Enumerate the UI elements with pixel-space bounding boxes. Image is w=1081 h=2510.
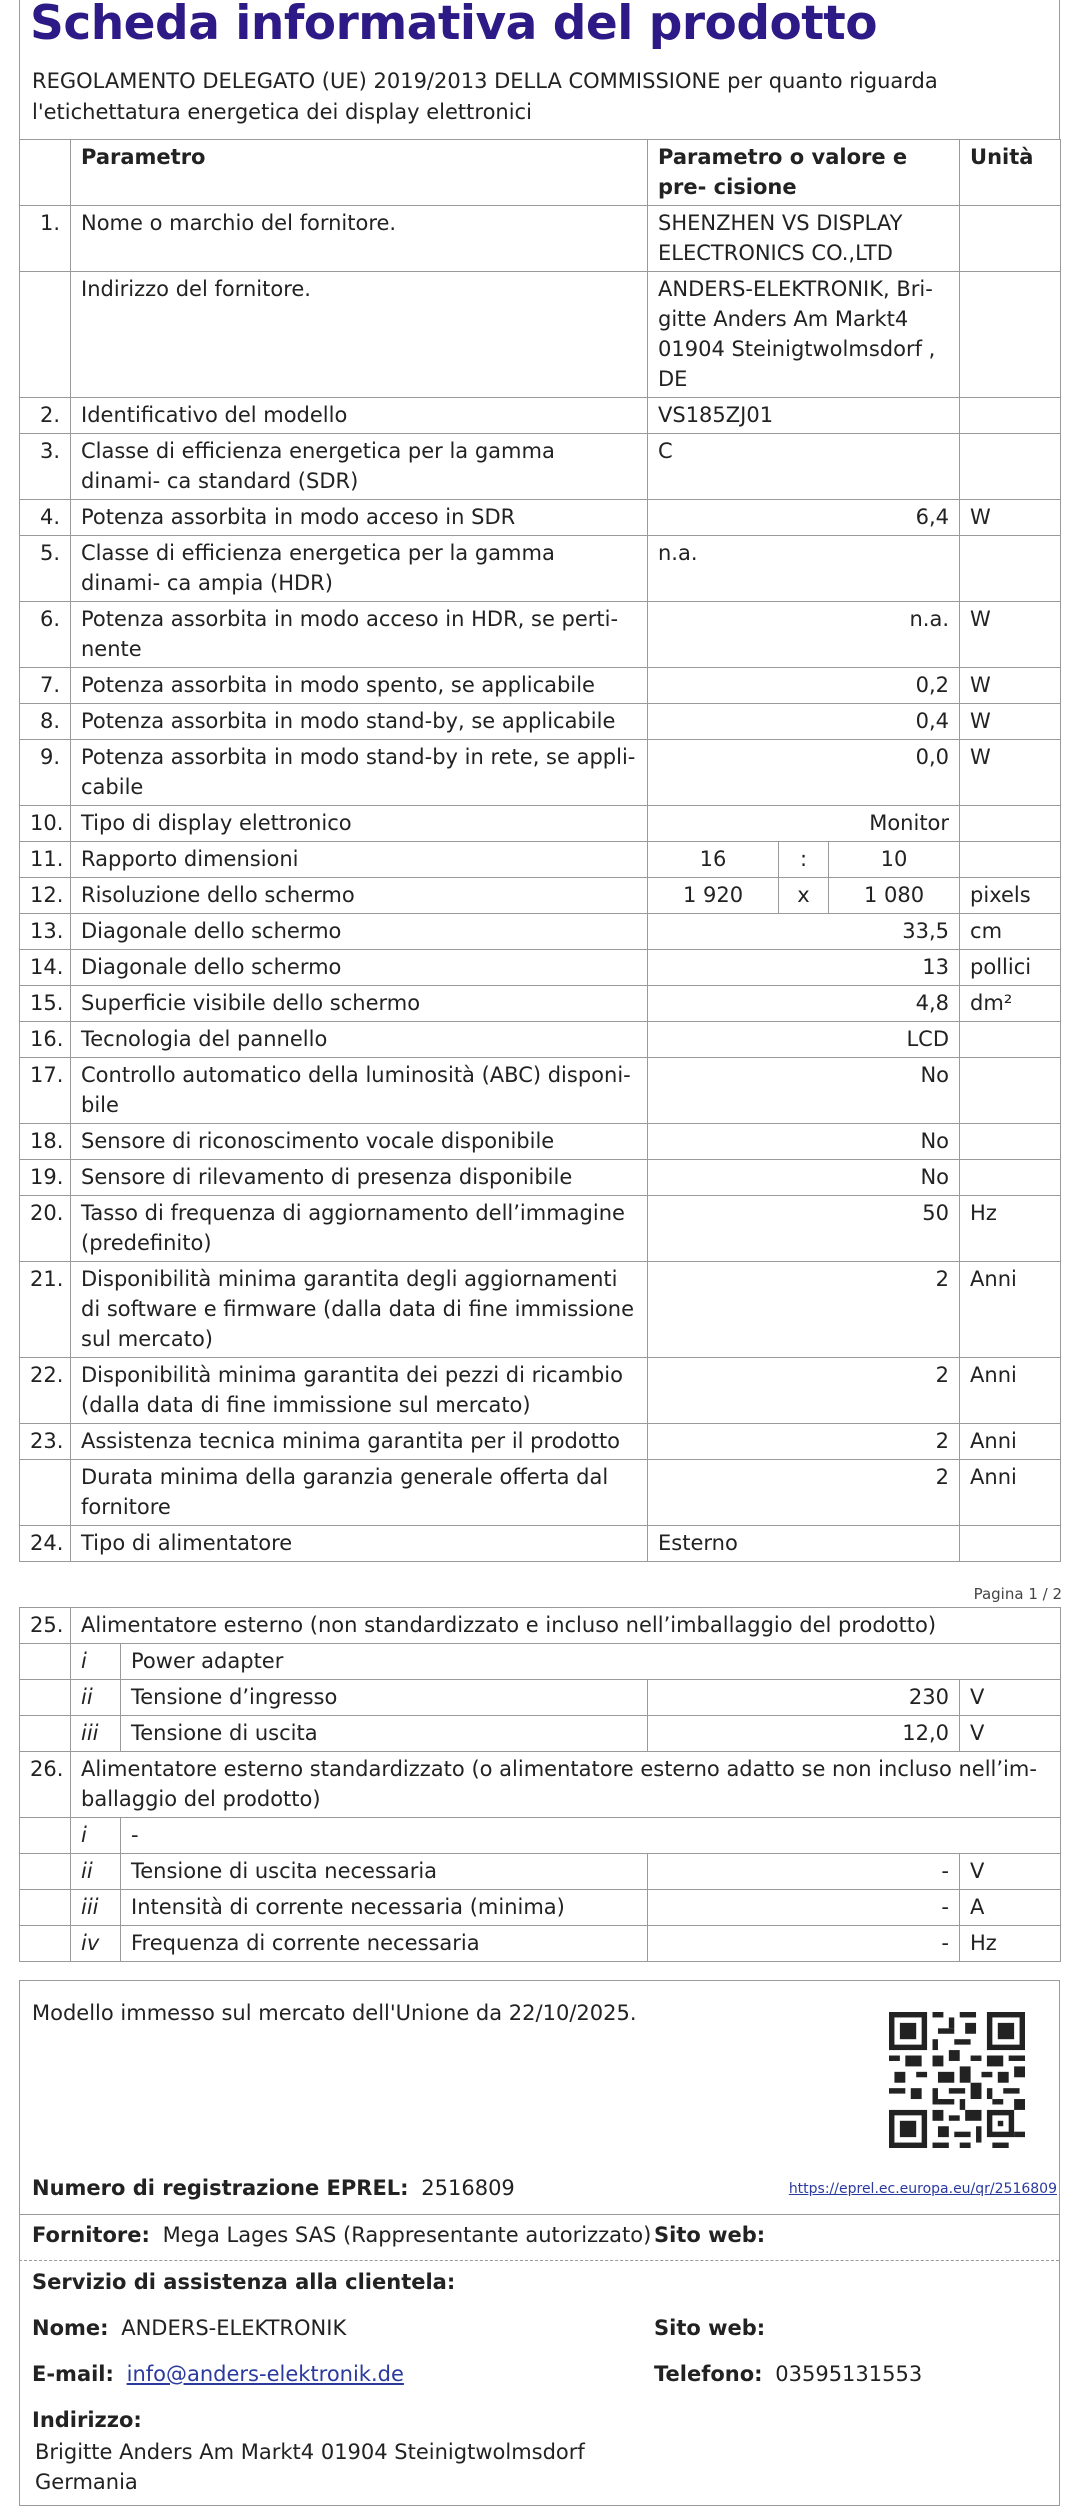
table-row — [20, 1752, 1061, 1818]
row-value: No — [648, 1058, 960, 1124]
row-unit: W — [960, 704, 1061, 740]
row-value: ANDERS-ELEKTRONIK, Bri- gitte Anders Am Markt4 01904 Steinigtwolmsdorf , DE — [648, 272, 960, 398]
row-value: 2 — [648, 1460, 960, 1526]
row-number: 5. — [20, 536, 71, 602]
row-number — [20, 1680, 71, 1716]
phone-label: Telefono: — [654, 2362, 763, 2386]
row-label: Tensione di uscita — [121, 1716, 648, 1752]
row-value: n.a. — [648, 602, 960, 668]
row-number — [20, 1644, 71, 1680]
row-unit: W — [960, 740, 1061, 806]
row-label: Tensione d’ingresso — [121, 1680, 648, 1716]
row-label: Disponibilità minima garantita degli aggiornamenti di software e firmware (dalla data di fine immissione sul mercato) — [71, 1262, 648, 1358]
row-number — [20, 1818, 71, 1854]
row-value: 2 — [648, 1358, 960, 1424]
row-label: Controllo automatico della luminosità (ABC) disponi- bile — [71, 1058, 648, 1124]
row-unit: Anni — [960, 1424, 1061, 1460]
table-row — [20, 1124, 1061, 1160]
row-number: 11. — [20, 842, 71, 878]
row-value: 0,4 — [648, 704, 960, 740]
row-label: Identificativo del modello — [71, 398, 648, 434]
row-unit: V — [960, 1680, 1061, 1716]
row-number — [20, 1926, 71, 1962]
row-label: Tensione di uscita necessaria — [121, 1854, 648, 1890]
row-value: LCD — [648, 1022, 960, 1058]
table-row — [20, 206, 1061, 272]
row-value: 50 — [648, 1196, 960, 1262]
row-unit — [960, 842, 1061, 878]
row-label: Tasso di frequenza di aggiornamento dell’immagine (predefinito) — [71, 1196, 648, 1262]
row-number: 12. — [20, 878, 71, 914]
header-param: Parametro — [71, 140, 648, 206]
row-unit — [960, 1526, 1061, 1562]
table-row — [20, 740, 1061, 806]
row-unit: V — [960, 1716, 1061, 1752]
name-label: Nome: — [32, 2316, 109, 2340]
row-unit — [960, 1124, 1061, 1160]
row-label: Alimentatore esterno (non standardizzato e incluso nell’imballaggio del prodotto) — [71, 1608, 1061, 1644]
row-label: Intensità di corrente necessaria (minima) — [121, 1890, 648, 1926]
row-value: - — [648, 1890, 960, 1926]
row-label: Nome o marchio del fornitore. — [71, 206, 648, 272]
row-number: 9. — [20, 740, 71, 806]
email-label: E-mail: — [32, 2362, 114, 2386]
row-unit — [960, 1160, 1061, 1196]
table-row — [20, 1424, 1061, 1460]
row-label: Power adapter — [121, 1644, 1061, 1680]
aspect-separator: : — [779, 842, 829, 878]
row-value: No — [648, 1160, 960, 1196]
row-number — [20, 1460, 71, 1526]
row-label: Tipo di alimentatore — [71, 1526, 648, 1562]
row-value: 2 — [648, 1424, 960, 1460]
supplier-value: Mega Lages SAS (Rappresentante autorizzato) — [162, 2223, 652, 2247]
row-number: 3. — [20, 434, 71, 500]
table-row — [20, 950, 1061, 986]
row-number — [20, 272, 71, 398]
row-number: 17. — [20, 1058, 71, 1124]
table-row — [20, 1716, 1061, 1752]
table-row — [20, 536, 1061, 602]
aspect-width: 16 — [648, 842, 779, 878]
row-label: Potenza assorbita in modo acceso in SDR — [71, 500, 648, 536]
supplier-website-label: Sito web: — [654, 2223, 766, 2247]
row-value: 6,4 — [648, 500, 960, 536]
row-label: Superficie visibile dello schermo — [71, 986, 648, 1022]
table-row — [20, 1460, 1061, 1526]
table-row — [20, 1022, 1061, 1058]
supplier-label: Fornitore: — [32, 2223, 150, 2247]
row-value: SHENZHEN VS DISPLAY ELECTRONICS CO.,LTD — [648, 206, 960, 272]
row-number: 7. — [20, 668, 71, 704]
row-number: 2. — [20, 398, 71, 434]
row-label: Frequenza di corrente necessaria — [121, 1926, 648, 1962]
row-unit — [960, 272, 1061, 398]
table-row — [20, 914, 1061, 950]
row-unit: Anni — [960, 1358, 1061, 1424]
row-value: 12,0 — [648, 1716, 960, 1752]
table-row — [20, 878, 1061, 914]
row-value: - — [648, 1926, 960, 1962]
row-number: 10. — [20, 806, 71, 842]
row-number: 6. — [20, 602, 71, 668]
header-value: Parametro o valore e pre- cisione — [648, 140, 960, 206]
row-unit — [960, 536, 1061, 602]
row-label: Diagonale dello schermo — [71, 950, 648, 986]
row-number: 22. — [20, 1358, 71, 1424]
row-value: 4,8 — [648, 986, 960, 1022]
email-link[interactable]: info@anders-elektronik.de — [126, 2362, 404, 2386]
table-row — [20, 1818, 1061, 1854]
table-row — [20, 1358, 1061, 1424]
row-unit: dm² — [960, 986, 1061, 1022]
resolution-horizontal: 1 920 — [648, 878, 779, 914]
address-line-1: Brigitte Anders Am Markt4 01904 Steinigtwolmsdorf — [35, 2440, 585, 2464]
row-number: 4. — [20, 500, 71, 536]
row-number: 25. — [20, 1608, 71, 1644]
market-date: Modello immesso sul mercato dell'Unione da 22/10/2025. — [32, 2001, 637, 2025]
aspect-height: 10 — [829, 842, 960, 878]
row-value: 0,2 — [648, 668, 960, 704]
row-number: 16. — [20, 1022, 71, 1058]
row-unit: W — [960, 668, 1061, 704]
eprel-label: Numero di registrazione EPREL: — [32, 2176, 409, 2200]
row-label: Potenza assorbita in modo stand-by, se applicabile — [71, 704, 648, 740]
eprel-url-link[interactable]: https://eprel.ec.europa.eu/qr/2516809 — [788, 2181, 1057, 2197]
service-heading: Servizio di assistenza alla clientela: — [32, 2270, 456, 2294]
row-label: Durata minima della garanzia generale offerta dal fornitore — [71, 1460, 648, 1526]
row-value: 33,5 — [648, 914, 960, 950]
row-value: VS185ZJ01 — [648, 398, 960, 434]
table-row — [20, 1926, 1061, 1962]
table-row — [20, 1262, 1061, 1358]
resolution-separator: x — [779, 878, 829, 914]
table-row — [20, 806, 1061, 842]
service-phone-line — [654, 2359, 922, 2389]
row-value: 2 — [648, 1262, 960, 1358]
table-row — [20, 1526, 1061, 1562]
row-unit: Hz — [960, 1196, 1061, 1262]
service-website-label: Sito web: — [654, 2316, 766, 2340]
row-unit — [960, 434, 1061, 500]
row-unit: W — [960, 602, 1061, 668]
page-number: Pagina 1 / 2 — [973, 1585, 1062, 1603]
row-unit: Anni — [960, 1262, 1061, 1358]
row-value: - — [648, 1854, 960, 1890]
row-label: Potenza assorbita in modo spento, se applicabile — [71, 668, 648, 704]
footer-divider — [19, 2214, 1059, 2215]
resolution-vertical: 1 080 — [829, 878, 960, 914]
service-email-line — [32, 2359, 404, 2389]
row-label: Risoluzione dello schermo — [71, 878, 648, 914]
row-unit: Anni — [960, 1460, 1061, 1526]
row-unit — [960, 806, 1061, 842]
table-row — [20, 500, 1061, 536]
table-row — [20, 602, 1061, 668]
table-row — [20, 1608, 1061, 1644]
row-number: 14. — [20, 950, 71, 986]
row-index: i — [71, 1644, 121, 1680]
row-value: 230 — [648, 1680, 960, 1716]
row-unit: A — [960, 1890, 1061, 1926]
table-row — [20, 668, 1061, 704]
qr-code-icon[interactable] — [889, 2012, 1025, 2148]
row-index: iv — [71, 1926, 121, 1962]
address-label: Indirizzo: — [32, 2408, 142, 2432]
row-value: Esterno — [648, 1526, 960, 1562]
row-unit: pollici — [960, 950, 1061, 986]
row-label: Alimentatore esterno standardizzato (o alimentatore esterno adatto se non incluso nell’im- ballaggio del prodotto) — [71, 1752, 1061, 1818]
row-label: Sensore di riconoscimento vocale disponibile — [71, 1124, 648, 1160]
row-value: 0,0 — [648, 740, 960, 806]
row-number — [20, 1716, 71, 1752]
row-number: 23. — [20, 1424, 71, 1460]
row-number — [20, 1854, 71, 1890]
table-row — [20, 1644, 1061, 1680]
phone-value: 03595131553 — [775, 2362, 923, 2386]
row-number — [20, 1890, 71, 1926]
row-label: Assistenza tecnica minima garantita per il prodotto — [71, 1424, 648, 1460]
row-index: iii — [71, 1716, 121, 1752]
table-row — [20, 1680, 1061, 1716]
row-number: 20. — [20, 1196, 71, 1262]
eprel-number: 2516809 — [421, 2176, 515, 2200]
table-row — [20, 1196, 1061, 1262]
row-label: Rapporto dimensioni — [71, 842, 648, 878]
row-number: 8. — [20, 704, 71, 740]
page-title: Scheda informativa del prodotto — [30, 0, 878, 51]
row-index: i — [71, 1818, 121, 1854]
table-row — [20, 272, 1061, 398]
power-supply-table — [19, 1607, 1061, 1962]
parameter-table — [19, 139, 1061, 1562]
row-number: 24. — [20, 1526, 71, 1562]
row-number: 15. — [20, 986, 71, 1022]
address-line-2: Germania — [35, 2470, 138, 2494]
table-row — [20, 398, 1061, 434]
eprel-registration — [32, 2173, 515, 2203]
row-value: 13 — [648, 950, 960, 986]
row-label: Diagonale dello schermo — [71, 914, 648, 950]
name-value: ANDERS-ELEKTRONIK — [121, 2316, 347, 2340]
row-label: Tipo di display elettronico — [71, 806, 648, 842]
row-index: ii — [71, 1854, 121, 1890]
row-unit: pixels — [960, 878, 1061, 914]
row-label: Classe di efficienza energetica per la gamma dinami- ca ampia (HDR) — [71, 536, 648, 602]
row-number: 18. — [20, 1124, 71, 1160]
row-label: - — [121, 1818, 1061, 1854]
row-number: 13. — [20, 914, 71, 950]
row-unit — [960, 398, 1061, 434]
table-row — [20, 1854, 1061, 1890]
row-unit: W — [960, 500, 1061, 536]
row-unit: V — [960, 1854, 1061, 1890]
row-index: ii — [71, 1680, 121, 1716]
table-row — [20, 842, 1061, 878]
header-num-cell — [20, 140, 71, 206]
header-unit: Unità — [960, 140, 1061, 206]
table-row — [20, 704, 1061, 740]
page-subtitle: REGOLAMENTO DELEGATO (UE) 2019/2013 DELLA COMMISSIONE per quanto riguarda l'etichettatura energetica dei display elettronici — [32, 69, 938, 124]
row-unit: Hz — [960, 1926, 1061, 1962]
row-number: 1. — [20, 206, 71, 272]
row-label: Disponibilità minima garantita dei pezzi di ricambio (dalla data di fine immissione sul mercato) — [71, 1358, 648, 1424]
service-name-line — [32, 2313, 346, 2343]
row-unit: cm — [960, 914, 1061, 950]
row-label: Classe di efficienza energetica per la gamma dinami- ca standard (SDR) — [71, 434, 648, 500]
row-unit — [960, 1058, 1061, 1124]
table-row — [20, 1160, 1061, 1196]
row-value: C — [648, 434, 960, 500]
row-number: 19. — [20, 1160, 71, 1196]
table-header-row — [20, 140, 1061, 206]
row-number: 21. — [20, 1262, 71, 1358]
row-unit — [960, 206, 1061, 272]
row-label: Sensore di rilevamento di presenza disponibile — [71, 1160, 648, 1196]
table-row — [20, 1890, 1061, 1926]
row-label: Tecnologia del pannello — [71, 1022, 648, 1058]
supplier-line — [32, 2220, 651, 2250]
table-row — [20, 434, 1061, 500]
table-row — [20, 1058, 1061, 1124]
row-value: No — [648, 1124, 960, 1160]
row-value: n.a. — [648, 536, 960, 602]
row-number: 26. — [20, 1752, 71, 1818]
footer-dashed-divider — [19, 2260, 1059, 2261]
row-unit — [960, 1022, 1061, 1058]
row-label: Potenza assorbita in modo acceso in HDR, se perti- nente — [71, 602, 648, 668]
row-index: iii — [71, 1890, 121, 1926]
row-label: Potenza assorbita in modo stand-by in rete, se appli- cabile — [71, 740, 648, 806]
row-value: Monitor — [648, 806, 960, 842]
table-row — [20, 986, 1061, 1022]
row-label: Indirizzo del fornitore. — [71, 272, 648, 398]
